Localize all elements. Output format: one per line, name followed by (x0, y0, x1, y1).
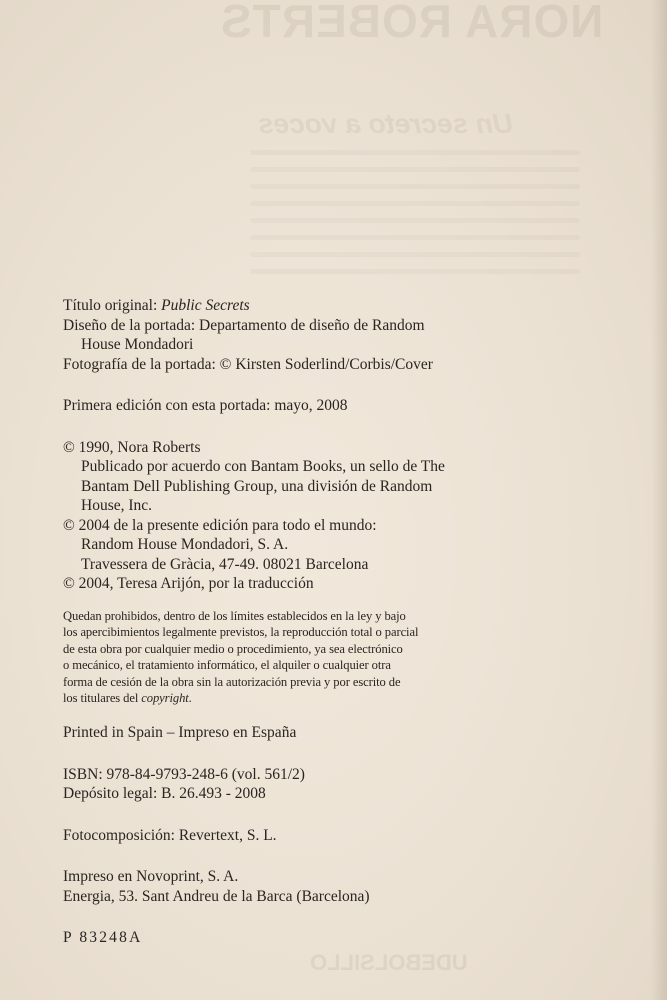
original-title-line (63, 296, 523, 316)
publisher-name-line: Random House Mondadori, S. A. (81, 536, 289, 553)
copyright-page-text (63, 296, 523, 948)
bleed-through-lines (250, 150, 580, 286)
printed-in-line: Printed in Spain – Impreso en España (63, 724, 297, 742)
legal-line: o mecánico, el tratamiento informático, el alquiler o cualquier otra (63, 658, 391, 673)
bleed-through-publisher: UDEBOLSILLO (310, 950, 468, 975)
legal-line: de esta obra por cualquier medio o procedimiento, ya sea electrónico (63, 641, 403, 656)
cover-design-line-cont: House Mondadori (81, 336, 194, 353)
legal-notice (63, 608, 523, 708)
edition-line: Primera edición con esta portada: mayo, 2008 (63, 397, 348, 414)
copyright-agreement-line: Bantam Dell Publishing Group, una división de Random (81, 477, 433, 495)
copyright-author-line: © 1990, Nora Roberts (63, 438, 201, 456)
copyright-block (63, 438, 523, 594)
printer-address-line: Energia, 53. Sant Andreu de la Barca (Barcelona) (63, 887, 370, 905)
deposito-legal-line: Depósito legal: B. 26.493 - 2008 (63, 785, 266, 803)
copyright-edition-line: © 2004 de la presente edición para todo el mundo: (63, 516, 377, 534)
original-title-label: Título original: (63, 297, 162, 314)
cover-design-line: Diseño de la portada: Departamento de diseño de Random (63, 316, 425, 334)
credits-block (63, 296, 523, 374)
page-edge-shadow (651, 0, 667, 1000)
isbn-line: ISBN: 978-84-9793-248-6 (vol. 561/2) (63, 765, 305, 783)
copyright-agreement-line: House, Inc. (81, 497, 153, 514)
legal-line: Quedan prohibidos, dentro de los límites establecidos en la ley y bajo (63, 608, 406, 623)
print-code: P 83248A (63, 929, 143, 947)
copyright-translation-line: © 2004, Teresa Arijón, por la traducción (63, 575, 314, 592)
printer-name-line: Impreso en Novoprint, S. A. (63, 868, 239, 886)
legal-line: los apercibimientos legalmente previstos, la reproducción total o parcial (63, 625, 419, 640)
copyright-agreement-line: Publicado por acuerdo con Bantam Books, un sello de The (81, 458, 445, 475)
legal-line-suffix: . (188, 691, 192, 706)
fotocomposicion-line: Fotocomposición: Revertext, S. L. (63, 826, 277, 844)
original-title: Public Secrets (161, 297, 250, 314)
isbn-block (63, 765, 523, 804)
printer-block (63, 867, 523, 906)
legal-line (63, 690, 523, 707)
bleed-through-author: NORA ROBERTS (220, 0, 604, 47)
legal-line-prefix: los titulares del (63, 691, 142, 706)
publisher-address-line: Travessera de Gràcia, 47-49. 08021 Barcelona (81, 555, 369, 573)
legal-copyright-word: copyright (141, 691, 189, 706)
bleed-through-title: Un secreto a voces (258, 108, 514, 139)
legal-line: forma de cesión de la obra sin la autorización previa y por escrito de (63, 674, 401, 689)
cover-photo-line: Fotografía de la portada: © Kirsten Soderlind/Corbis/Cover (63, 355, 433, 373)
